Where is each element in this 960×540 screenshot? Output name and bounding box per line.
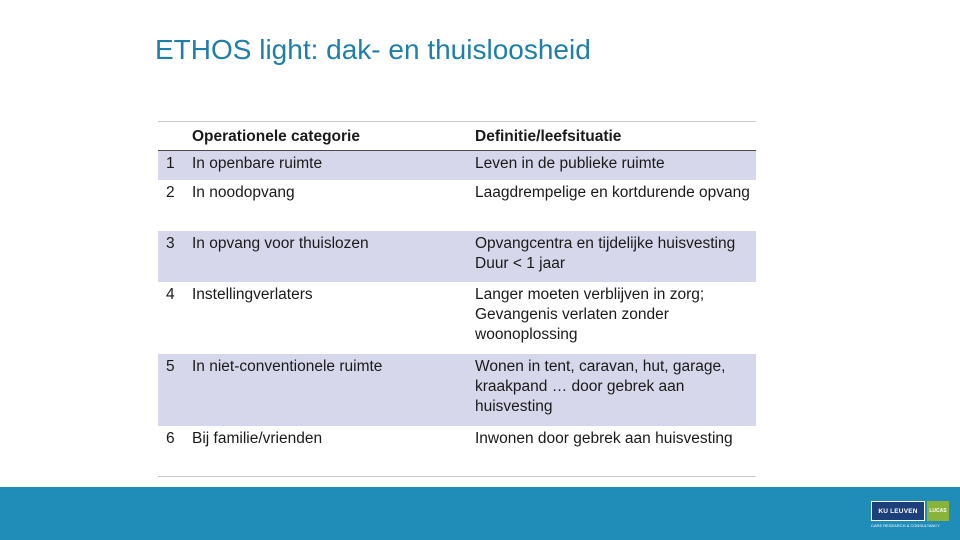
row-category: In openbare ruimte xyxy=(184,151,467,180)
table-row xyxy=(158,231,756,282)
ethos-table-container xyxy=(158,121,756,477)
row-category: In opvang voor thuislozen xyxy=(184,231,467,282)
row-definition: Laagdrempelige en kortdurende opvang xyxy=(475,183,750,201)
row-number: 1 xyxy=(158,151,184,180)
slide-title: ETHOS light: dak- en thuisloosheid xyxy=(155,34,591,65)
row-category: In noodopvang xyxy=(192,183,295,201)
row-category: Bij familie/vrienden xyxy=(184,426,467,477)
row-definition: Wonen in tent, caravan, hut, garage, kraakpand … door gebrek aan huisvesting xyxy=(467,354,756,426)
table-row xyxy=(158,426,756,477)
row-number: 4 xyxy=(166,285,175,303)
row-category: In niet-conventionele ruimte xyxy=(184,354,467,426)
ku-leuven-lucas-logo xyxy=(871,501,949,531)
row-number: 6 xyxy=(158,426,184,477)
table-row xyxy=(158,354,756,426)
lucas-logo-mark: LUCAS xyxy=(927,501,949,521)
row-definition: Opvangcentra en tijdelijke huisvesting Duur < 1 jaar xyxy=(467,231,756,282)
row-definition: Langer moeten verblijven in zorg; Gevangenis verlaten zonder woonoplossing xyxy=(475,285,705,343)
table-row xyxy=(158,282,756,354)
header-operational-category: Operationele categorie xyxy=(184,122,467,151)
table-header-row xyxy=(158,122,756,151)
row-number: 3 xyxy=(158,231,184,282)
row-number: 2 xyxy=(166,183,175,201)
row-category: Instellingverlaters xyxy=(192,285,313,303)
table-row xyxy=(158,180,756,231)
header-definition: Definitie/leefsituatie xyxy=(467,122,756,151)
table-row xyxy=(158,151,756,180)
row-definition: Leven in de publieke ruimte xyxy=(467,151,756,180)
header-number xyxy=(158,122,184,151)
logo-tagline: CARE RESEARCH & CONSULTANCY xyxy=(871,523,940,528)
row-definition: Inwonen door gebrek aan huisvesting xyxy=(467,426,756,477)
footer-bar xyxy=(0,487,960,540)
ethos-table xyxy=(158,121,756,477)
row-number: 5 xyxy=(158,354,184,426)
ku-leuven-logo-mark: KU LEUVEN xyxy=(871,501,925,521)
